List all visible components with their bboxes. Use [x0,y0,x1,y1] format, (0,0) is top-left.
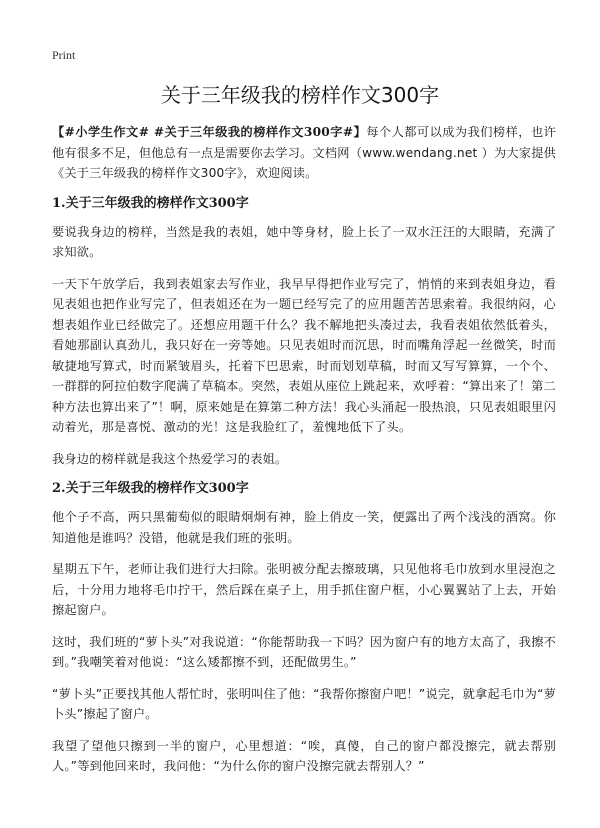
section-1-paragraph: 要说我身边的榜样，当然是我的表姐，她中等身材，脸上长了一双水汪汪的大眼睛，充满了求知欲。 [52,224,556,259]
section-2-heading: 2.关于三年级我的榜样作文300字 [52,481,249,496]
article-body [52,122,556,777]
section-1-paragraph: 我身边的榜样就是我这个热爱学习的表姐。 [52,451,288,466]
article-title: 关于三年级我的榜样作文300字 [160,83,440,107]
section-2-paragraph: 我望了望他只擦到一半的窗户，心里想道：“唉，真傻，自己的窗户都没擦完，就去帮别人。”等到他回来时，我问他：“为什么你的窗户没擦完就去帮别人？” [52,738,556,773]
intro-paragraph [52,122,556,184]
section-2-paragraph: “萝卜头”正要找其他人帮忙时，张明叫住了他：“我帮你擦窗户吧！”说完，就拿起毛巾为“萝卜头”擦起了窗户。 [52,686,556,721]
section-1-paragraph: 一天下午放学后，我到表姐家去写作业，我早早得把作业写完了，悄悄的来到表姐身边，看见表姐也把作业写完了，但表姐还在为一题已经写完了的应用题苦苦思索着。我很纳闷，心想表姐作业已经做完了。还想应用题干什么？我不解地把头凑过去，我看表姐依然低着头，看她那副认真劲儿，我只好在一旁等她。只见表姐时而沉思，时而嘴角浮起一丝微笑，时而敏捷地写算式，时而紧皱眉头，托着下巴思索，时而划划草稿，时而又写写算算，一个个、一群群的阿拉伯数字爬满了草稿本。突然，表姐从座位上跳起来，欢呼着：“算出来了！第二种方法也算出来了”！啊，原来她是在算第二种方法！我心头涌起一股热浪，只见表姐眼里闪动着光，那是喜悦、激动的光！这是我脸红了，羞愧地低下了头。 [52,276,556,434]
intro-text: 每个人都可以成为我们榜样，也许他有很多不足，但他总有一点是需要你去学习。文档网（www.wendang.net ）为大家提供《关于三年级我的榜样作文300字》，欢迎阅读。 [52,125,556,180]
intro-tag: 【#小学生作文# #关于三年级我的榜样作文300字#】 [52,125,367,139]
section-2-paragraph: 这时，我们班的“萝卜头”对我说道：“你能帮助我一下吗？因为窗户有的地方太高了，我擦不到。”我嘲笑着对他说：“这么矮都擦不到，还配做男生。” [52,634,556,669]
section-1-heading: 1.关于三年级我的榜样作文300字 [52,195,249,211]
section-2-paragraph: 星期五下午，老师让我们进行大扫除。张明被分配去擦玻璃，只见他将毛巾放到水里浸泡之后，十分用力地将毛巾拧干，然后踩在桌子上，用手抓住窗户框，小心翼翼站了上去，开始擦起窗户。 [52,562,556,617]
section-2-paragraph: 他个子不高，两只黑葡萄似的眼睛炯炯有神，脸上俏皮一笑，便露出了两个浅浅的酒窝。你知道他是谁吗？没错，他就是我们班的张明。 [52,510,556,545]
print-link[interactable]: Print [52,48,76,62]
